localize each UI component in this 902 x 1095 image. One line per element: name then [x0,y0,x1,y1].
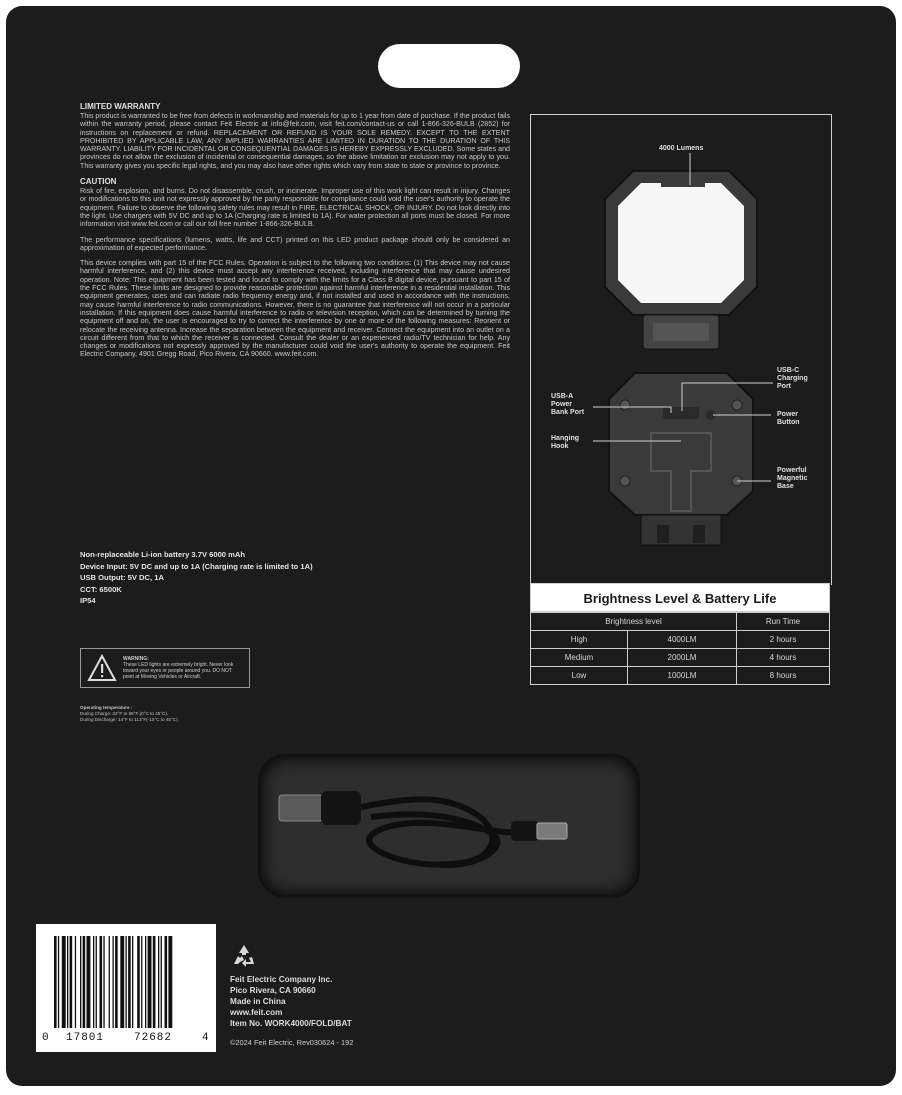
table-header-row [531,613,830,631]
label-usba [551,393,584,417]
usb-cable-icon [261,757,631,889]
spec-usb-output: USB Output: 5V DC, 1A [80,573,164,582]
label-usbc [777,367,808,391]
barcode-bar [113,936,114,1028]
row-level: High [531,631,628,649]
recycle-icon [230,942,258,970]
barcode-bar [137,936,140,1028]
company-address [230,974,352,1029]
barcode-bar [93,936,94,1028]
row-time: 8 hours [737,667,830,685]
operating-temp-discharge: During Discharge: 14°F to 113°F(-10°C to 45°C). [80,717,179,722]
legal-text-column [80,102,510,366]
operating-temp-title: Operating temperature : [80,705,133,710]
row-level: Medium [531,649,628,667]
label-power-line1: Power [777,411,799,418]
label-magnet [777,467,807,491]
label-hook-line2: Hook [551,443,569,450]
warranty-text: This product is warranted to be free from defects in workmanship and materials for up to 1 year from date of purchase. If the product fails within the warranty period, please contact Feit Electric at info@feit.com, visit feit.com/contact-us or call 1-866-326-BULB (2852) for instructions on replacement or refund. REPLACEMENT OR REFUND IS YOUR SOLE REMEDY. EXCEPT TO THE EXTENT PROHIBITED BY APPLICABLE LAW, ANY IMPLIED WARRANTIES ARE LIMITED IN DURATION TO THE DURATION OF THIS WARRANTY. LIABILITY FOR INCIDENTAL OR CONSEQUENTIAL DAMAGES IS HEREBY EXPRESSLY EXCLUDED. Some states and provinces do not allow the exclusion of incidental or consequential damages, so the above limitation or exclusion may not apply to you. This warranty gives you specific legal rights, and you may also have other rights which vary from state to state or province to province. [80,112,510,170]
barcode-bar [126,936,127,1028]
barcode-bar [168,936,172,1028]
barcode-bar [109,936,110,1028]
company-city: Pico Rivera, CA 90660 [230,986,316,995]
label-power [777,411,800,427]
caution-title: CAUTION [80,177,117,187]
row-lumens: 2000LM [628,649,737,667]
label-power-line2: Button [777,419,800,426]
operating-temp-charge: During Charge: 32°F to 95°F (0°C to 45°C). [80,711,169,716]
label-usba-line3: Bank Port [551,409,585,416]
spec-cct: CCT: 6500K [80,584,122,594]
table-row [531,631,830,649]
barcode-label [36,924,216,1052]
warning-title: WARNING: [123,656,149,662]
label-magnet-line2: Magnetic [777,475,808,482]
caution-text: Risk of fire, explosion, and burns. Do not disassemble, crush, or incinerate. Improper use of this work light can result in injury. Changes or modifications to this unit not expressly approved by the party responsible for compliance could void the user's authority to operate the equipment. Failure to observe the following safety rules may result in FIRE, ELECTRICAL SHOCK, OR INJURY. Do not look directly into the light. Use chargers with 5V DC and up to 1A (Charging rate is limited to 1A). For water protection all ports must be closed. For more information visit www.feit.com or call our toll free number 1-866-326-BULB. [80,187,510,229]
barcode-bar [120,936,124,1028]
warning-text-block [123,656,243,680]
barcode-bar [54,936,57,1028]
barcode-bar [80,936,81,1028]
barcode-bar [83,936,86,1028]
brightness-table-title: Brightness Level & Battery Life [530,583,830,612]
package-back [6,6,896,1086]
spec-list [80,549,313,607]
label-usbc-line3: Port [777,383,791,390]
barcode-bar [67,936,68,1028]
header-brightness: Brightness level [531,613,737,631]
company-name: Feit Electric Company Inc. [230,975,333,984]
work-light-illustration [531,115,831,585]
company-item-no: Item No. WORK4000/FOLD/BAT [230,1019,352,1028]
barcode-bar [148,936,152,1028]
barcode-bar [87,936,91,1028]
label-lumens: 4000 Lumens [659,145,704,152]
barcode-bar [115,936,118,1028]
barcode-bar [132,936,133,1028]
label-hook [551,435,579,451]
warranty-title: LIMITED WARRANTY [80,102,161,111]
barcode-bar [161,936,162,1028]
table-row [531,649,830,667]
barcode-bar [128,936,131,1028]
barcode-bar [165,936,168,1028]
hang-hole [378,44,520,88]
spec-battery: Non-replaceable Li-ion battery 3.7V 6000 mAh [80,550,246,559]
row-lumens: 4000LM [628,631,737,649]
barcode-bar [96,936,97,1028]
barcode-bars [36,924,216,1052]
barcode-digits-right: 72682 [134,1032,173,1044]
usb-cable-window [258,754,640,898]
operating-temperature [80,705,179,723]
barcode-digit-first: 0 [42,1032,49,1044]
label-usbc-line1: USB-C [777,367,800,374]
warning-box [80,648,250,688]
barcode-bar [145,936,146,1028]
label-usbc-line2: Charging [777,375,808,382]
label-usba-line2: Power [551,401,573,408]
barcode-bar [158,936,159,1028]
barcode-bar [62,936,66,1028]
spec-ip: IP54 [80,596,96,605]
barcode-digit-last: 4 [202,1032,209,1044]
label-magnet-line1: Powerful [777,467,807,474]
row-time: 4 hours [737,649,830,667]
brightness-table [530,612,830,685]
barcode-bar [100,936,103,1028]
barcode-bar [103,936,104,1028]
fcc-text: This device complies with part 15 of the FCC Rules. Operation is subject to the following two conditions: (1) This device may not cause harmful interference, and (2) this device must accept any interference received, including interference that may cause undesired operation. Note: This equipment has been tested and found to comply with the limits for a Class B digital device, pursuant to part 15 of the FCC Rules. These limits are designed to provide reasonable protection against harmful interference in a residential installation. This equipment generates, uses and can radiate radio frequency energy and, if not installed and used in accordance with the instructions, may cause harmful interference to radio communications. However, there is no guarantee that interference will not occur in a particular installation. If this equipment does cause harmful interference to radio or television reception, which can be determined by turning the equipment off and on, the user is encouraged to try to correct the interference by one or more of the following measures: Reorient or relocate the receiving antenna. Increase the separation between the equipment and receiver. Connect the equipment into an outlet on a circuit different from that to which the receiver is connected. Consult the dealer or an experienced radio/TV technician for help. Any changes or modifications not expressly approved by the manufacturer could void the user's authority to operate the equipment. Feit Electric Company, 4901 Gregg Road, Pico Rivera, CA 90660. www.feit.com. [80,259,510,359]
row-lumens: 1000LM [628,667,737,685]
label-usba-line1: USB-A [551,393,574,400]
performance-text: The performance specifications (lumens, watts, life and CCT) printed on this LED product package should only be considered an approximation of expected performance. [80,235,510,252]
row-time: 2 hours [737,631,830,649]
company-origin: Made in China [230,997,286,1006]
warning-triangle-icon [87,653,117,683]
header-runtime: Run Time [737,613,830,631]
label-hook-line1: Hanging [551,435,579,442]
company-website: www.feit.com [230,1008,283,1017]
table-row [531,667,830,685]
barcode-bar [153,936,156,1028]
product-diagram [530,114,832,585]
copyright: ©2024 Feit Electric, Rev030624 - 192 [230,1038,354,1047]
spec-input: Device Input: 5V DC and up to 1A (Charging rate is limited to 1A) [80,561,313,571]
barcode-bar [70,936,73,1028]
barcode-bar [75,936,76,1028]
barcode-bar [141,936,142,1028]
label-magnet-line3: Base [777,483,794,490]
barcode-bar [58,936,59,1028]
warning-text: These LED lights are extremely bright. Never look toward your eyes or people around you. DO NOT point at Moving Vehicles or Aircraft. [123,662,234,680]
barcode-digits-left: 17801 [66,1032,105,1044]
row-level: Low [531,667,628,685]
